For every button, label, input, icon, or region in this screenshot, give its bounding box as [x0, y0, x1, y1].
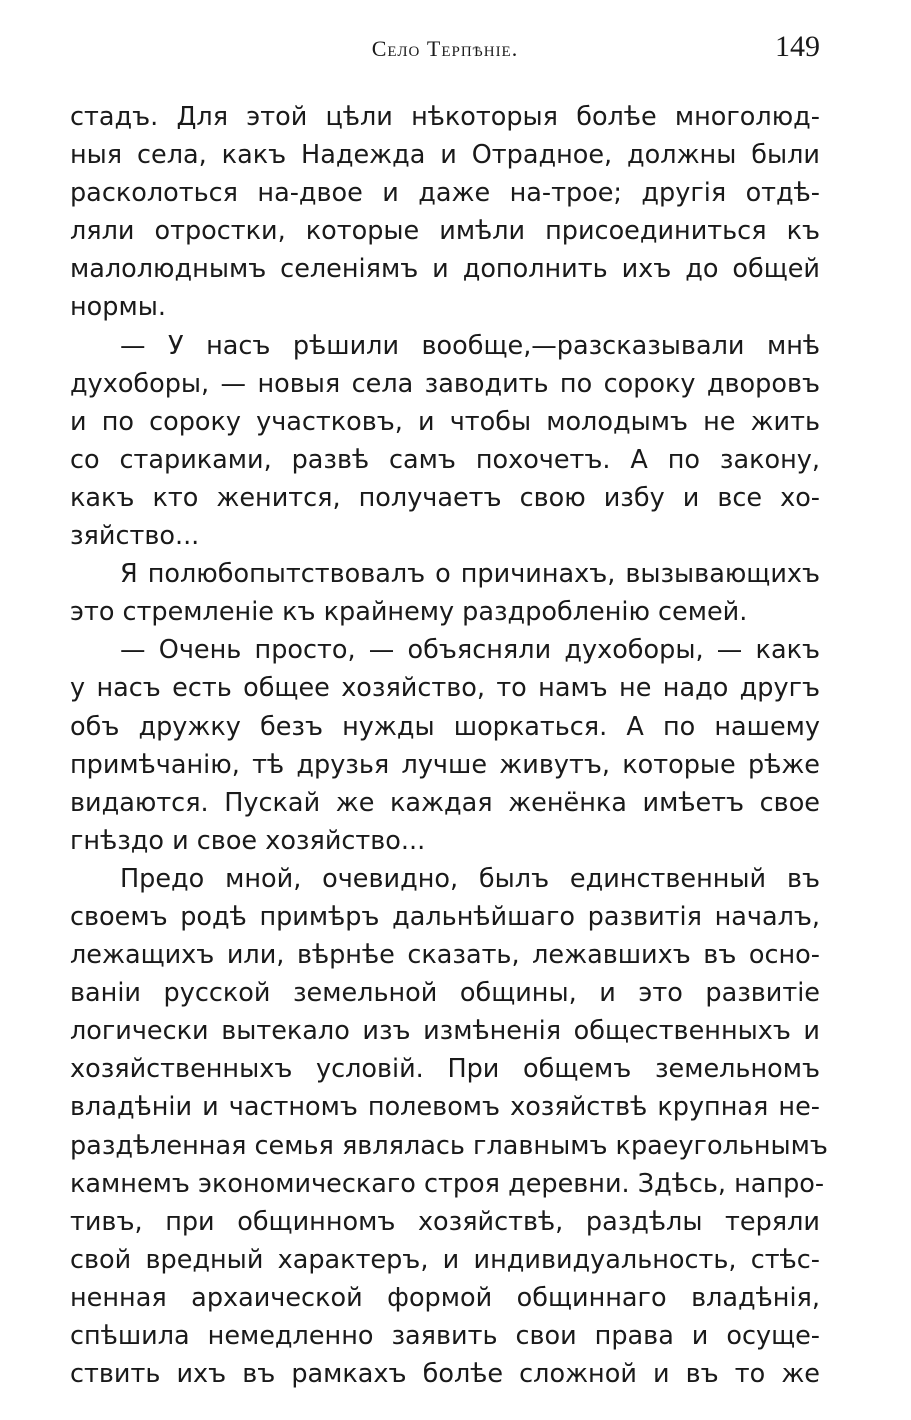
text-line: хозяйственныхъ условій. При общемъ земельномъ [70, 1054, 820, 1085]
text-line: владѣніи и частномъ полевомъ хозяйствѣ крупная не- [70, 1092, 820, 1123]
text-line: спѣшила немедленно заявить свои права и осущe- [70, 1321, 820, 1351]
text-line: примѣчанію, тѣ друзья лучше живутъ, которые рѣже [70, 749, 820, 780]
text-line: камнемъ экономическаго строя деревни. Здѣсь, напро- [70, 1168, 825, 1199]
text-line: ненная архаической формой общиннаго владѣнія, [70, 1282, 820, 1313]
text-line: духоборы, — новыя села заводить по сороку дворовъ [70, 368, 820, 399]
text-line: малолюднымъ селеніямъ и дополнить ихъ до общей [70, 254, 820, 285]
running-title: Село Терпѣніе. [371, 36, 519, 61]
text-line: какъ кто женится, получаетъ свою избу и все хо- [70, 482, 820, 513]
text-line: ваніи русской земельной общины, и это развитіе [70, 978, 820, 1009]
text-line: у насъ есть общее хозяйство, то намъ не надо другъ [70, 673, 820, 704]
text-line: зяйство... [70, 521, 200, 552]
text-line: объ дружку безъ нужды шоркаться. А по нашему [70, 711, 820, 742]
text-line: Я полюбопытствовалъ о причинахъ, вызывающихъ [120, 559, 820, 590]
text-line: это стремленіе къ крайнему раздробленію семей. [70, 597, 748, 628]
text-line: логически вытекало изъ измѣненія общественныхъ и [70, 1016, 820, 1047]
body-text [70, 98, 828, 1393]
running-head [70, 30, 820, 70]
text-line: со стариками, развѣ самъ похочетъ. А по закону, [70, 444, 820, 475]
text-line: и по сороку участковъ, и чтобы молодымъ не жить [70, 406, 820, 437]
text-line: ныя села, какъ Надежда и Отрадное, должны были [70, 140, 820, 171]
text-line: нормы. [70, 292, 166, 323]
text-line: ляли отростки, которые имѣли присоединиться къ [70, 216, 820, 247]
text-line: — У насъ рѣшили вообще,—разсказывали мнѣ [120, 330, 820, 361]
text-line: гнѣздо и свое хозяйство... [70, 825, 426, 856]
text-line: своемъ родѣ примѣръ дальнѣйшаго развитія началъ, [70, 901, 820, 932]
text-line: раздѣленная семья являлась главнымъ краеугольнымъ [70, 1130, 828, 1161]
text-line: лежащихъ или, вѣрнѣе сказать, лежавшихъ въ осно- [70, 940, 820, 971]
text-line: свой вредный характеръ, и индивидуальность, стѣс- [70, 1244, 820, 1275]
text-line: — Очень просто, — объясняли духоборы, — какъ [120, 635, 820, 666]
text-line: стадъ. Для этой цѣли нѣкоторыя болѣе многолюд- [70, 102, 820, 132]
text-line: ствить ихъ въ рамкахъ болѣе сложной и въ то же [70, 1359, 820, 1390]
page-number: 149 [775, 30, 820, 63]
text-line: Предо мной, очевидно, былъ единственный въ [120, 863, 820, 894]
text-line: расколоться на-двое и даже на-трое; другія отдѣ- [70, 178, 820, 209]
text-line: видаются. Пускай же каждая женёнка имѣетъ свое [70, 787, 820, 818]
text-line: тивъ, при общинномъ хозяйствѣ, раздѣлы теряли [70, 1206, 820, 1237]
